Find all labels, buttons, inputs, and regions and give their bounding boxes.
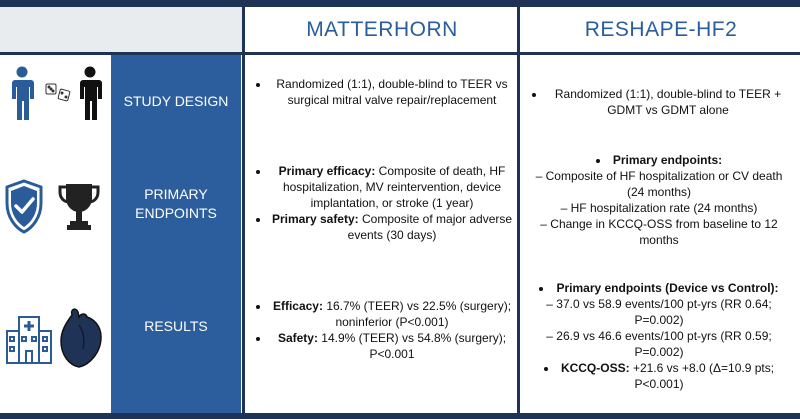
reshape-kccq-label: KCCQ-OSS: bbox=[560, 361, 630, 375]
matterhorn-res-safety-text: 14.9% (TEER) vs 54.8% (surgery); P<0.001 bbox=[317, 331, 507, 361]
matterhorn-safety-text: Composite of major adverse events (30 days) bbox=[347, 212, 513, 242]
column-divider-right bbox=[517, 7, 520, 413]
header-matterhorn: MATTERHORN bbox=[306, 17, 458, 41]
label-primary-endpoints bbox=[111, 185, 241, 223]
matterhorn-efficacy-text: Composite of death, HF hospitalization, MV reintervention, device implantation, or stroke (1 year) bbox=[282, 164, 506, 210]
label-results: RESULTS bbox=[144, 318, 208, 334]
top-border bbox=[0, 0, 800, 7]
reshape-design-cell bbox=[528, 86, 790, 118]
reshape-endpoints-title bbox=[528, 152, 790, 168]
matterhorn-res-efficacy-text: 16.7% (TEER) vs 22.5% (surgery); noninferior (P<0.001) bbox=[322, 299, 512, 329]
matterhorn-design-cell bbox=[252, 76, 514, 108]
reshape-result-1: – 37.0 vs 58.9 events/100 pt-yrs (RR 0.64; P=0.002) bbox=[546, 297, 772, 327]
reshape-endpoint-3: – Change in KCCQ-OSS from baseline to 12 months bbox=[540, 217, 778, 247]
reshape-endpoints-cell bbox=[528, 152, 790, 248]
label-primary-endpoints-line2: ENDPOINTS bbox=[135, 205, 217, 221]
endpoints-icons bbox=[4, 178, 106, 236]
matterhorn-safety-item bbox=[270, 211, 514, 243]
label-primary-endpoints-line1: PRIMARY bbox=[144, 186, 208, 202]
header-blank-cell bbox=[0, 7, 242, 52]
reshape-result-2: – 26.9 vs 46.6 events/100 pt-yrs (RR 0.59; P=0.002) bbox=[546, 329, 772, 359]
header-reshape-hf2: RESHAPE-HF2 bbox=[584, 17, 738, 41]
person-black-icon bbox=[80, 67, 102, 121]
label-study-design: STUDY DESIGN bbox=[123, 93, 229, 109]
matterhorn-safety-label: Primary safety: bbox=[271, 212, 359, 226]
reshape-results-title bbox=[528, 280, 790, 296]
dice-icon bbox=[46, 84, 70, 101]
reshape-results-cell bbox=[528, 280, 790, 392]
matterhorn-design-text: • Randomized (1:1), double-blind to TEER vs surgical mitral valve repair/replacement bbox=[270, 76, 514, 108]
matterhorn-res-efficacy-label: Efficacy: bbox=[272, 299, 323, 313]
reshape-endpoint-1: – Composite of HF hospitalization or CV death (24 months) bbox=[535, 169, 783, 199]
patients-randomization-icon bbox=[6, 66, 106, 122]
reshape-design-text: • Randomized (1:1), double-blind to TEER + GDMT vs GDMT alone bbox=[546, 86, 790, 118]
shield-check-icon bbox=[7, 181, 41, 232]
matterhorn-efficacy-label: Primary efficacy: bbox=[278, 164, 376, 178]
reshape-kccq-text: +21.6 vs +8.0 (Δ=10.9 pts; P<0.001) bbox=[629, 361, 775, 391]
matterhorn-result-efficacy bbox=[270, 298, 514, 330]
matterhorn-res-safety-label: Safety: bbox=[277, 331, 318, 345]
matterhorn-result-safety bbox=[270, 330, 514, 362]
matterhorn-endpoints-cell bbox=[252, 163, 514, 243]
reshape-kccq-item bbox=[528, 360, 790, 392]
bottom-border bbox=[0, 413, 800, 419]
column-divider-left bbox=[242, 7, 245, 413]
hospital-icon bbox=[7, 317, 51, 363]
reshape-endpoints-title-text: Primary endpoints: bbox=[612, 153, 723, 167]
matterhorn-efficacy-item bbox=[270, 163, 514, 211]
reshape-endpoint-2: – HF hospitalization rate (24 months) bbox=[560, 201, 758, 215]
reshape-results-title-text: Primary endpoints (Device vs Control): bbox=[556, 281, 779, 295]
trophy-icon bbox=[60, 184, 98, 230]
person-blue-icon bbox=[12, 67, 34, 121]
heart-organ-icon bbox=[61, 309, 101, 367]
results-icons bbox=[4, 305, 108, 369]
matterhorn-results-cell bbox=[252, 298, 514, 362]
